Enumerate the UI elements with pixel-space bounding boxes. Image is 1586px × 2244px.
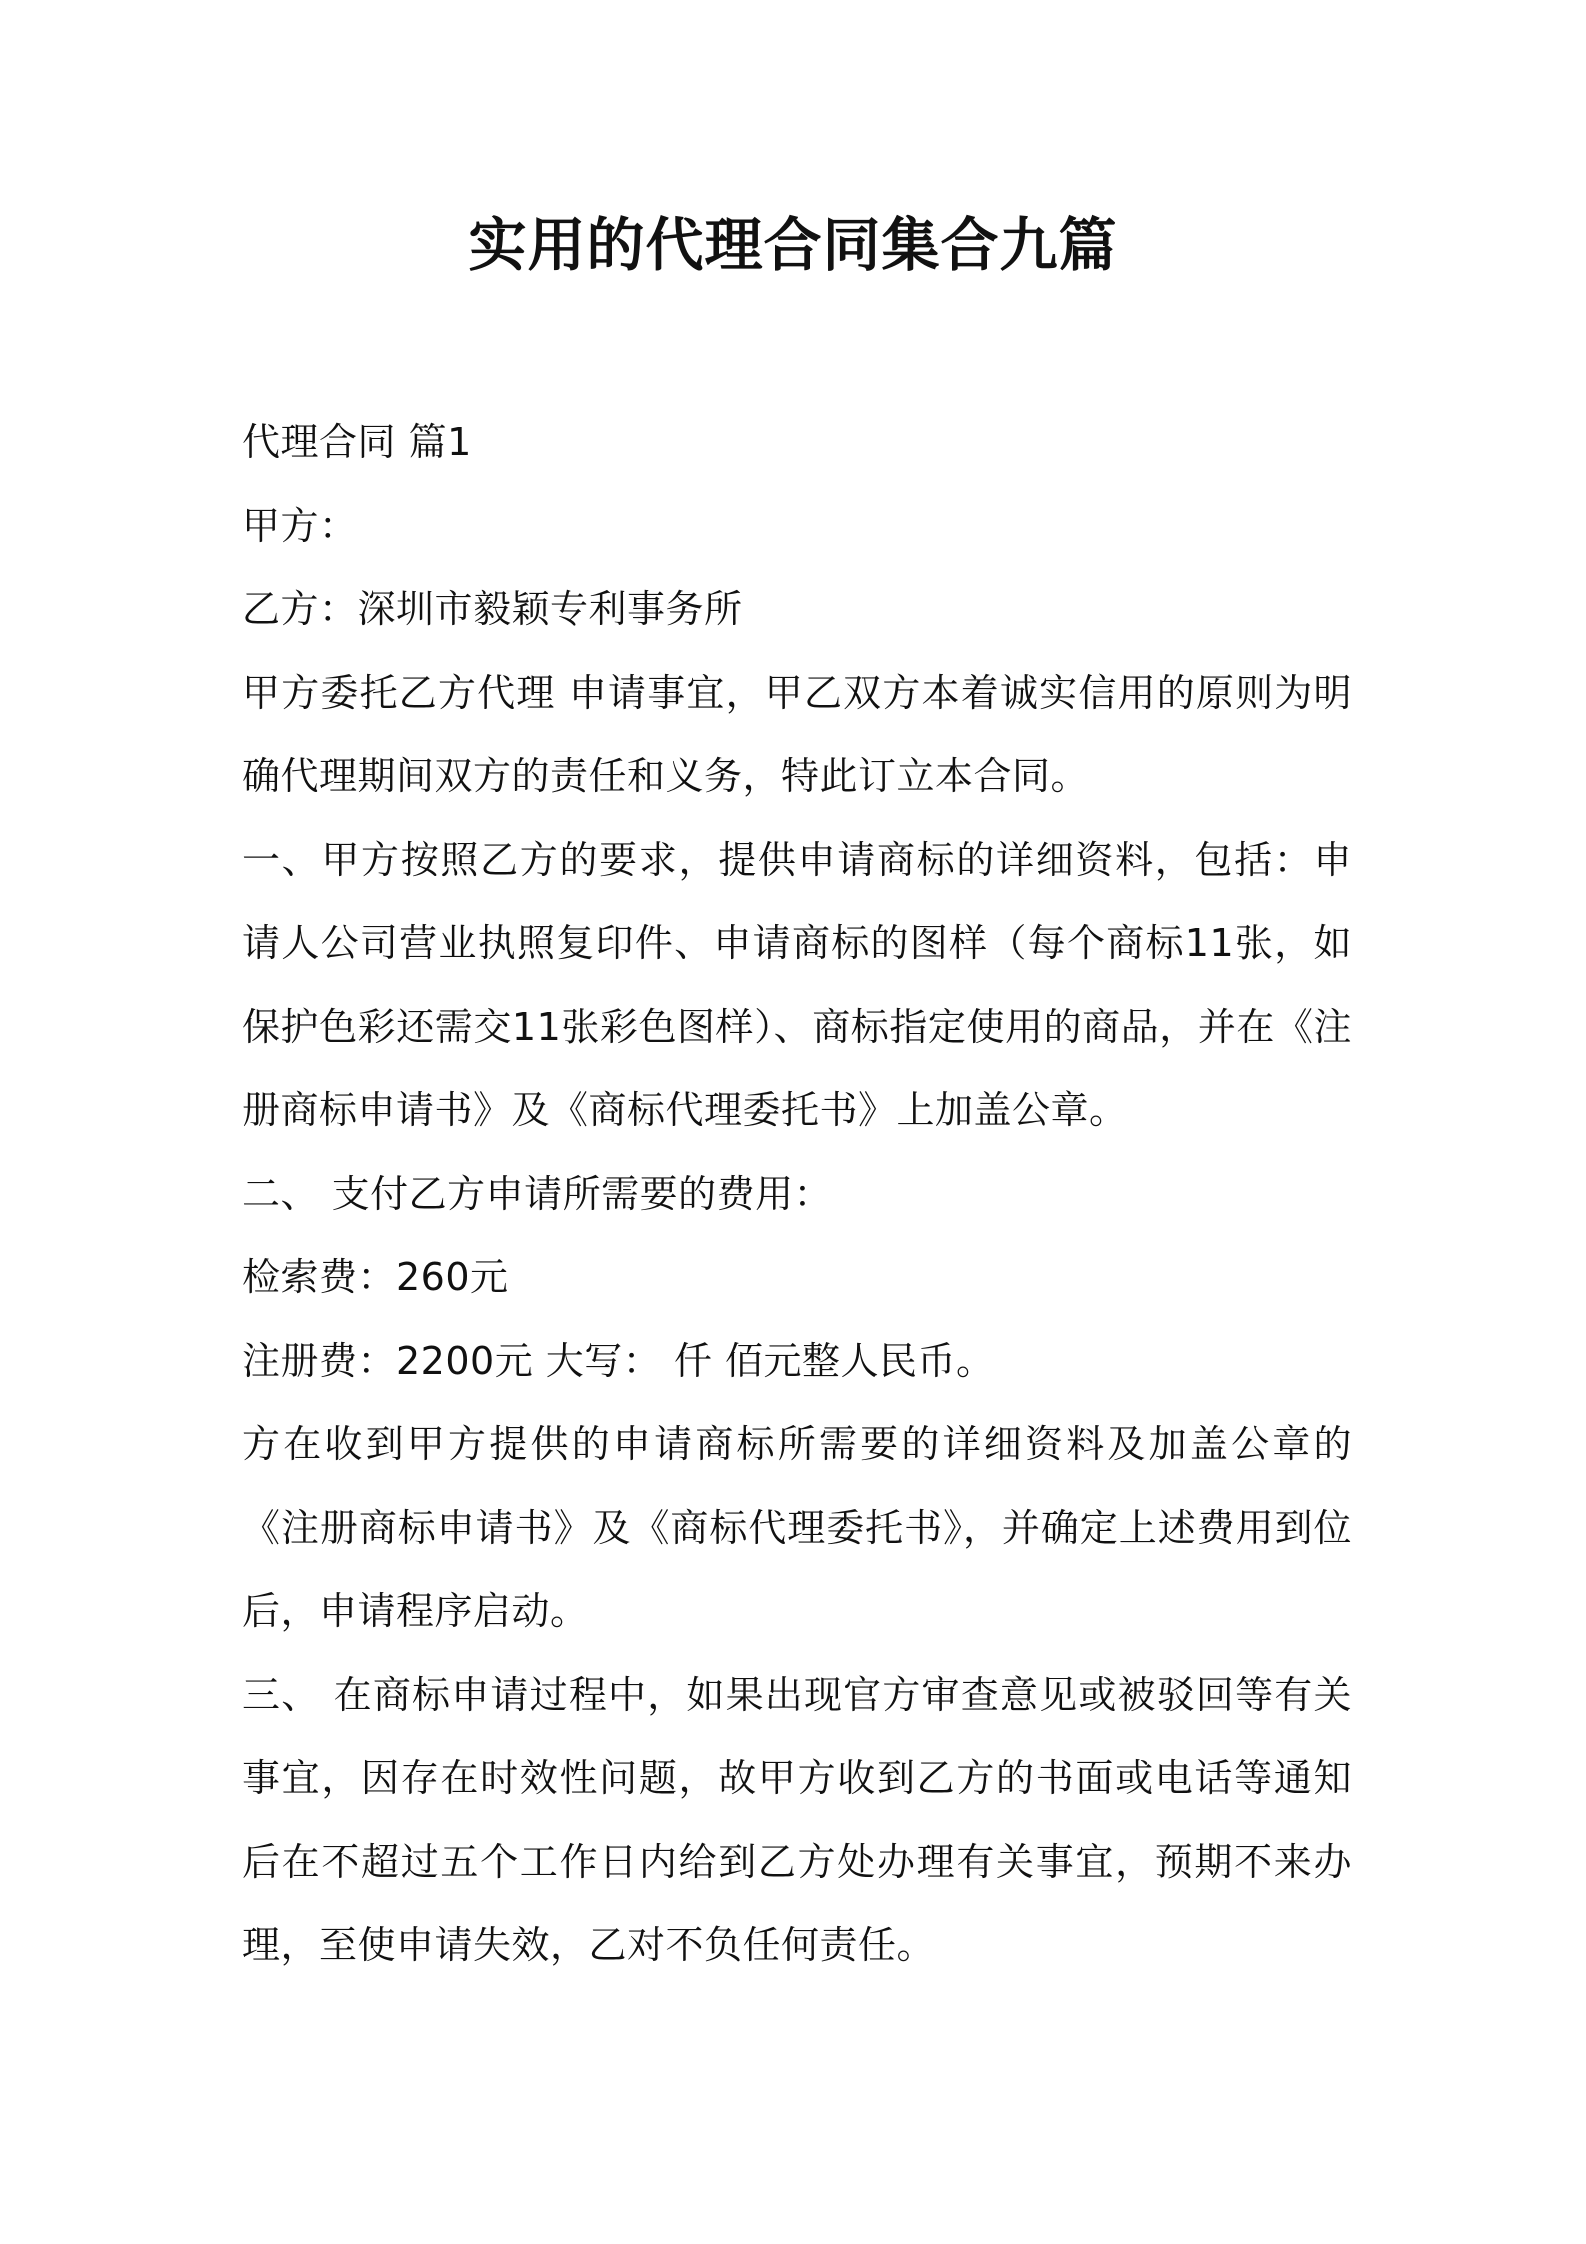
document-body [242,401,1352,1988]
clause-three: 三、 在商标申请过程中，如果出现官方审查意见或被驳回等有关事宜，因存在时效性问题，故甲方收到乙方的书面或电话等通知后在不超过五个工作日内给到乙方处办理有关事宜，预期不来办理，至使申请失效，乙对不负任何责任。 [242,1672,1352,1967]
procedure-paragraph: 方在收到甲方提供的申请商标所需要的详细资料及加盖公章的《注册商标申请书》及《商标代理委托书》，并确定上述费用到位后，申请程序启动。 [242,1422,1352,1633]
intro-paragraph: 甲方委托乙方代理 申请事宜，甲乙双方本着诚实信用的原则为明确代理期间双方的责任和义务，特此订立本合同。 [242,670,1352,798]
party-a-line: 甲方： [242,503,358,548]
document-title: 实用的代理合同集合九篇 [468,211,1118,279]
registration-fee-line: 注册费：2200元 大写： 仟 佰元整人民币。 [242,1338,995,1383]
clause-two: 二、 支付乙方申请所需要的费用： [242,1171,833,1216]
section-heading: 代理合同 篇1 [242,420,472,464]
party-b-line: 乙方：深圳市毅颖专利事务所 [242,587,743,631]
clause-one: 一、甲方按照乙方的要求，提供申请商标的详细资料，包括：申请人公司营业执照复印件、申请商标的图样（每个商标11张，如保护色彩还需交11张彩色图样）、商标指定使用的商品，并在《注册商标申请书》及《商标代理委托书》上加盖公章。 [242,837,1352,1132]
search-fee-line: 检索费：260元 [242,1255,509,1299]
